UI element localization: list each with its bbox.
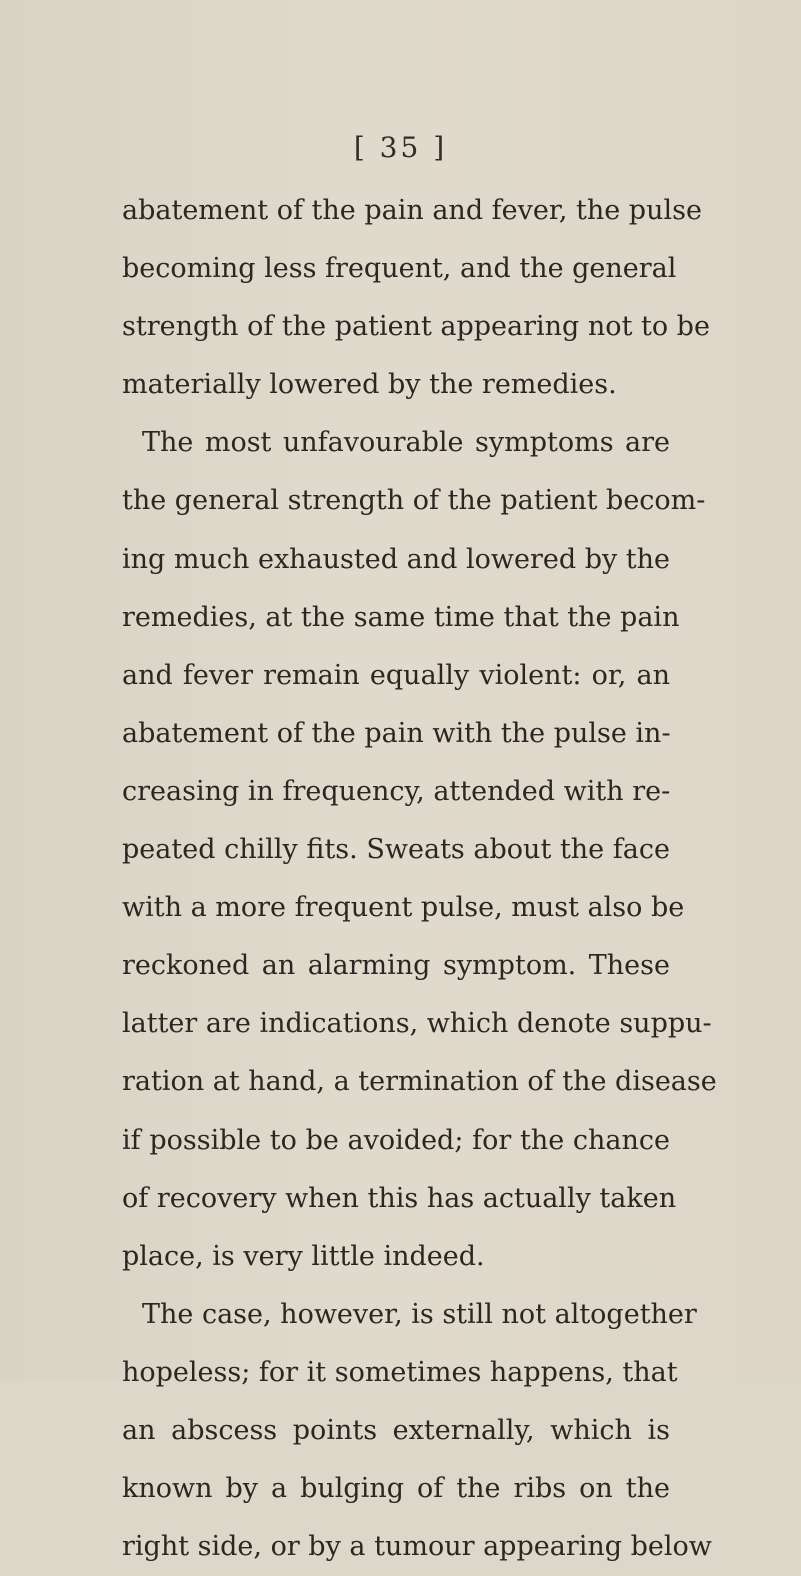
text-line: ration at hand, a termination of the disease	[122, 1066, 717, 1098]
text-line: an abscess points externally, which is	[122, 1414, 670, 1446]
text-line: and fever remain equally violent: or, an	[122, 659, 670, 691]
text-line: known by a bulging of the ribs on the	[122, 1473, 670, 1505]
text-line: peated chilly fits. Sweats about the face	[122, 834, 670, 866]
text-line: place, is very little indeed.	[122, 1240, 485, 1272]
text-line: The most unfavourable symptoms are	[142, 427, 670, 459]
text-line: strength of the patient appearing not to be	[122, 311, 710, 343]
text-line: materially lowered by the remedies.	[122, 369, 617, 401]
text-line: The case, however, is still not altogether	[142, 1298, 697, 1330]
text-line: latter are indications, which denote suppu-	[122, 1008, 712, 1040]
text-line: becoming less frequent, and the general	[122, 253, 677, 285]
text-line: ing much exhausted and lowered by the	[122, 543, 671, 575]
text-line: reckoned an alarming symptom. These	[122, 950, 670, 982]
text-line: abatement of the pain with the pulse in-	[122, 717, 671, 749]
text-line: right side, or by a tumour appearing below	[122, 1531, 712, 1563]
text-line: hopeless; for it sometimes happens, that	[122, 1356, 678, 1388]
text-line: creasing in frequency, attended with re-	[122, 775, 671, 807]
text-line: remedies, at the same time that the pain	[122, 601, 680, 633]
text-line: abatement of the pain and fever, the pulse	[122, 195, 702, 226]
page-number: [ 35 ]	[353, 131, 448, 164]
text-line: the general strength of the patient becom-	[122, 485, 706, 517]
body-text	[122, 182, 717, 1576]
text-line: if possible to be avoided; for the chance	[122, 1124, 670, 1156]
text-line: of recovery when this has actually taken	[122, 1182, 677, 1214]
text-line: with a more frequent pulse, must also be	[122, 892, 685, 924]
